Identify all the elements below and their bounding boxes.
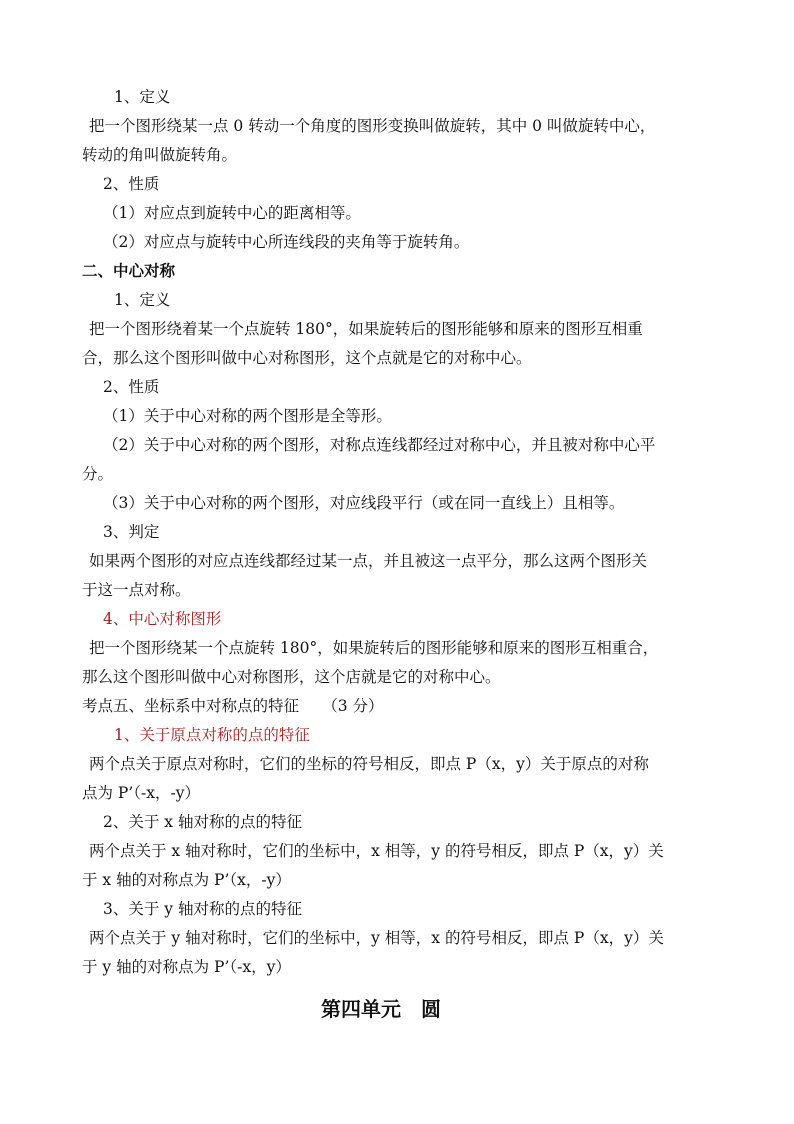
paragraph-line: 那么这个图形叫做中心对称图形，这个店就是它的对称中心。	[82, 668, 501, 686]
paragraph-line: 于 x 轴的对称点为 P’（x，-y）	[82, 871, 291, 889]
paragraph-line: 转动的角叫做旋转角。	[82, 146, 238, 164]
section-heading-properties: 2、性质	[103, 175, 160, 193]
list-item-continuation: 分。	[82, 465, 114, 483]
paragraph-line: 点为 P’（-x，-y）	[82, 784, 201, 802]
section-heading-definition: 1、定义	[114, 88, 171, 106]
list-item: （2）关于中心对称的两个图形，对称点连线都经过对称中心，并且被对称中心平	[103, 436, 656, 454]
paragraph-line: 如果两个图形的对应点连线都经过某一点，并且被这一点平分，那么这两个图形关	[89, 552, 648, 570]
section-heading-definition: 1、定义	[114, 291, 171, 309]
section-heading-y-axis-symmetry: 3、关于 y 轴对称的点的特征	[103, 900, 302, 918]
exam-point-heading: 考点五、坐标系中对称点的特征 （3 分）	[82, 697, 384, 715]
unit-title: 第四单元 圆	[321, 997, 441, 1021]
section-heading-criterion: 3、判定	[103, 523, 160, 541]
section-heading-central-symmetric-figure: 4、中心对称图形	[103, 610, 222, 628]
list-item: （1）对应点到旋转中心的距离相等。	[103, 204, 361, 222]
paragraph-line: 两个点关于 y 轴对称时，它们的坐标中，y 相等，x 的符号相反，即点 P（x，y）关	[89, 929, 664, 947]
paragraph-line: 两个点关于 x 轴对称时，它们的坐标中，x 相等，y 的符号相反，即点 P（x，y）关	[89, 842, 664, 860]
paragraph-line: 把一个图形绕某一点 0 转动一个角度的图形变换叫做旋转，其中 0 叫做旋转中心，	[89, 117, 656, 135]
paragraph-line: 于这一点对称。	[82, 581, 191, 599]
chapter-heading-central-symmetry: 二、中心对称	[82, 262, 176, 280]
section-heading-origin-symmetry: 1、关于原点对称的点的特征	[114, 726, 310, 744]
paragraph-line: 把一个图形绕某一个点旋转 180°，如果旋转后的图形能够和原来的图形互相重合，	[89, 639, 659, 657]
list-item: （3）关于中心对称的两个图形，对应线段平行（或在同一直线上）且相等。	[103, 494, 625, 512]
paragraph-line: 合，那么这个图形叫做中心对称图形，这个点就是它的对称中心。	[82, 349, 532, 367]
list-item: （1）关于中心对称的两个图形是全等形。	[103, 407, 392, 425]
paragraph-line: 于 y 轴的对称点为 P’（-x，y）	[82, 958, 291, 976]
list-item: （2）对应点与旋转中心所连线段的夹角等于旋转角。	[103, 233, 470, 251]
paragraph-line: 两个点关于原点对称时，它们的坐标的符号相反，即点 P（x，y）关于原点的对称	[89, 755, 649, 773]
section-heading-properties: 2、性质	[103, 378, 160, 396]
section-heading-x-axis-symmetry: 2、关于 x 轴对称的点的特征	[103, 813, 302, 831]
paragraph-line: 把一个图形绕着某一个点旋转 180°，如果旋转后的图形能够和原来的图形互相重	[89, 320, 643, 338]
